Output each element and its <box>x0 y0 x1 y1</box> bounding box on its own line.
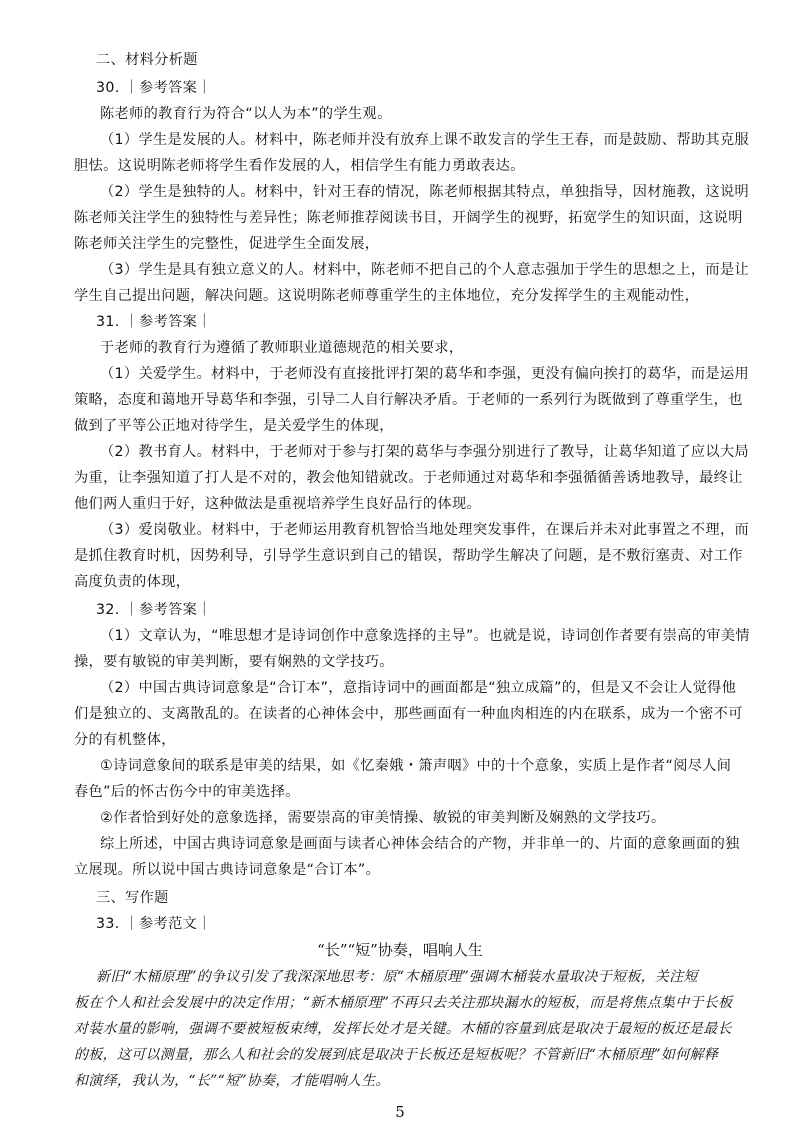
q31-label: 31. ｜参考答案｜ <box>96 314 212 330</box>
section-heading-writing: 三、写作题 <box>96 890 169 906</box>
essay-title: “长”“短”协奏，唱响人生 <box>317 941 483 959</box>
q30-line: （3）学生是具有独立意义的人。材料中，陈老师不把自己的个人意志强加于学生的思想之上，而是让 <box>100 262 750 278</box>
q30-line: 陈老师关注学生的独特性与差异性；陈老师推荐阅读书目，开阔学生的视野，拓宽学生的知识面，这说明 <box>74 210 743 226</box>
q33-label: 33. ｜参考范文｜ <box>96 916 212 932</box>
q31-line: 是抓住教育时机，因势利导，引导学生意识到自己的错误，帮助学生解决了问题，是不敷衍塞责、对工作 <box>74 548 743 564</box>
essay-line: 新旧“木桶原理”的争议引发了我深深地思考：原“木桶原理”强调木桶装水量取决于短板，关注短 <box>96 969 698 985</box>
q32-line: 立展现。所以说中国古典诗词意象是“合订本”。 <box>74 862 381 878</box>
q31-line: 策略，态度和蔼地开导葛华和李强，引导二人自行解决矛盾。于老师的一系列行为既做到了尊重学生，也 <box>74 392 743 408</box>
q31-line: （1）关爱学生。材料中，于老师没有直接批评打架的葛华和李强，更没有偏向挨打的葛华，而是运用 <box>100 366 750 382</box>
q31-line: 他们两人重归于好，这种做法是重视培养学生良好品行的体现。 <box>74 496 482 512</box>
essay-line: 板在个人和社会发展中的决定作用；“新木桶原理”不再只去关注那块漏水的短板，而是将焦点集中于长板 <box>74 995 733 1011</box>
essay-line: 和演绎，我认为，“长”“短”协奏，才能唱响人生。 <box>74 1073 390 1089</box>
q32-line: 综上所述，中国古典诗词意象是画面与读者心神体会结合的产物，并非单一的、片面的意象画面的独 <box>100 836 740 852</box>
q32-line: ②作者恰到好处的意象选择，需要崇高的审美情操、敏锐的审美判断及娴熟的文学技巧。 <box>100 810 666 826</box>
q30-line: 胆怯。这说明陈老师将学生看作发展的人，相信学生有能力勇敢表达。 <box>74 158 525 174</box>
q31-line: （2）教书育人。材料中，于老师对于参与打架的葛华与李强分别进行了教导，让葛华知道了应以大局 <box>100 444 750 460</box>
q32-line: 们是独立的、支离散乱的。在读者的心神体会中，那些画面有一种血肉相连的内在联系，成为一个密不可 <box>74 706 743 722</box>
q32-line: 操，要有敏锐的审美判断，要有娴熟的文学技巧。 <box>74 654 394 670</box>
q30-line: 学生自己提出问题，解决问题。这说明陈老师尊重学生的主体地位，充分发挥学生的主观能动性， <box>74 288 700 304</box>
q32-line: （1）文章认为，“唯思想才是诗词创作中意象选择的主导”。也就是说，诗词创作者要有崇高的审美情 <box>100 628 750 644</box>
q32-line: 分的有机整体， <box>74 732 176 748</box>
q31-line: 高度负责的体现， <box>74 574 191 590</box>
q31-line: 做到了平等公正地对待学生，是关爱学生的体现， <box>74 418 394 434</box>
q30-intro: 陈老师的教育行为符合“以人为本”的学生观。 <box>100 106 392 122</box>
q31-line: （3）爱岗敬业。材料中，于老师运用教育机智恰当地处理突发事件，在课后并未对此事置之不理，而 <box>100 522 750 538</box>
essay-line: 的板，这可以测量，那么人和社会的发展到底是取决于长板还是短板呢？不管新旧“木桶原理”如何解释 <box>74 1047 719 1063</box>
q30-label: 30. ｜参考答案｜ <box>96 80 212 96</box>
essay-line: 对装水量的影响，强调不要被短板束缚，发挥长处才是关键。木桶的容量到底是取决于最短的板还是最长 <box>74 1021 732 1037</box>
q30-line: （2）学生是独特的人。材料中，针对王春的情况，陈老师根据其特点，单独指导，因材施教，这说明 <box>100 184 750 200</box>
q32-line: ①诗词意象间的联系是审美的结果，如《忆秦娥・箫声咽》中的十个意象，实质上是作者“阅尽人间 <box>100 758 732 774</box>
q32-line: 春色”后的怀古伤今中的审美选择。 <box>74 784 300 800</box>
section-heading-material-analysis: 二、材料分析题 <box>96 52 198 68</box>
q30-line: 陈老师关注学生的完整性，促进学生全面发展， <box>74 236 380 252</box>
q32-label: 32. ｜参考答案｜ <box>96 602 212 618</box>
q32-line: （2）中国古典诗词意象是“合订本”，意指诗词中的画面都是“独立成篇”的，但是又不会让人觉得他 <box>100 680 737 696</box>
q30-line: （1）学生是发展的人。材料中，陈老师并没有放弃上课不敢发言的学生王春，而是鼓励、帮助其克服 <box>100 132 750 148</box>
page-number: 5 <box>395 1103 405 1121</box>
q31-line: 为重，让李强知道了打人是不对的，教会他知错就改。于老师通过对葛华和李强循循善诱地教导，最终让 <box>74 470 743 486</box>
q31-intro: 于老师的教育行为遵循了教师职业道德规范的相关要求， <box>100 340 464 356</box>
